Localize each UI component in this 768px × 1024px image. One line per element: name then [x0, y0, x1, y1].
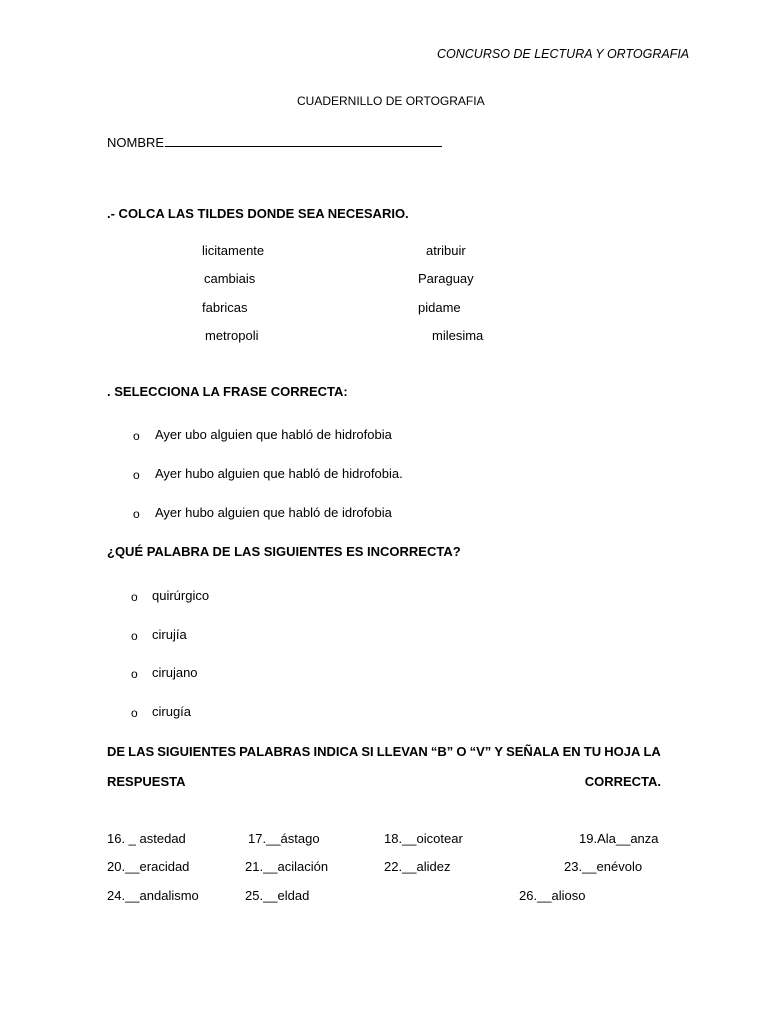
- word-option[interactable]: cirujía: [152, 627, 187, 642]
- instruction-word: CORRECTA.: [584, 774, 661, 789]
- fill-blank-item[interactable]: 16. _ astedad: [107, 831, 186, 846]
- instruction-word: LAS: [128, 744, 155, 759]
- name-field[interactable]: [107, 134, 442, 149]
- option-bullet: o: [133, 507, 140, 521]
- word-item: licitamente: [202, 243, 265, 258]
- word-item: fabricas: [202, 300, 248, 315]
- sentence-option[interactable]: Ayer hubo alguien que habló de hidrofobia.: [155, 466, 403, 481]
- instruction-word: LLEVAN: [376, 744, 428, 759]
- fill-blank-item[interactable]: 21.__acilación: [245, 859, 329, 874]
- instruction-word: TU: [583, 744, 602, 759]
- sentence-option[interactable]: Ayer ubo alguien que habló de hidrofobia: [155, 427, 392, 442]
- fill-blank-item[interactable]: 19.Ala__anza: [579, 831, 659, 846]
- instruction-word: “B”: [430, 744, 454, 759]
- fill-blank-item[interactable]: 25.__eldad: [245, 888, 310, 903]
- instruction-word: RESPUESTA: [107, 774, 186, 789]
- fill-blank-item[interactable]: 20.__eracidad: [107, 859, 190, 874]
- word-option[interactable]: cirujano: [152, 665, 198, 680]
- sentence-option[interactable]: Ayer hubo alguien que habló de idrofobia: [155, 505, 392, 520]
- fill-blank-item[interactable]: 17.__ástago: [248, 831, 320, 846]
- instruction-word: DE: [107, 744, 126, 759]
- word-item: metropoli: [205, 328, 259, 343]
- option-bullet: o: [131, 706, 138, 720]
- section4-instruction-line1: [107, 745, 661, 758]
- section3-heading: ¿QUÉ PALABRA DE LAS SIGUIENTES ES INCORRECTA?: [107, 544, 461, 559]
- word-item: Paraguay: [418, 271, 474, 286]
- word-item: pidame: [418, 300, 461, 315]
- page-title: CUADERNILLO DE ORTOGRAFIA: [297, 94, 485, 108]
- option-bullet: o: [133, 429, 140, 443]
- instruction-word: INDICA: [313, 744, 359, 759]
- name-blank-line[interactable]: [165, 134, 442, 147]
- option-bullet: o: [131, 667, 138, 681]
- instruction-word: SI: [361, 744, 374, 759]
- section1-heading: .- COLCA LAS TILDES DONDE SEA NECESARIO.: [107, 206, 409, 221]
- word-item: atribuir: [426, 243, 466, 258]
- fill-blank-item[interactable]: 26.__alioso: [519, 888, 586, 903]
- word-option[interactable]: quirúrgico: [152, 588, 210, 603]
- fill-blank-item[interactable]: 22.__alidez: [384, 859, 451, 874]
- fill-blank-item[interactable]: 23.__enévolo: [564, 859, 643, 874]
- option-bullet: o: [131, 590, 138, 604]
- word-option[interactable]: cirugía: [152, 704, 192, 719]
- contest-header: CONCURSO DE LECTURA Y ORTOGRAFIA: [437, 47, 690, 61]
- fill-blank-item[interactable]: 24.__andalismo: [107, 888, 199, 903]
- section2-heading: . SELECCIONA LA FRASE CORRECTA:: [107, 384, 348, 399]
- instruction-word: HOJA: [604, 744, 641, 759]
- fill-blank-item[interactable]: 18.__oicotear: [384, 831, 463, 846]
- option-bullet: o: [131, 629, 138, 643]
- instruction-word: Y: [494, 744, 503, 759]
- section4-instruction-line2: [107, 775, 661, 788]
- instruction-word: “V”: [469, 744, 492, 759]
- name-label: NOMBRE: [107, 135, 165, 150]
- instruction-word: LA: [643, 744, 661, 759]
- word-item: cambiais: [204, 271, 256, 286]
- option-bullet: o: [133, 468, 140, 482]
- instruction-word: PALABRAS: [239, 744, 311, 759]
- instruction-word: SEÑALA: [506, 744, 560, 759]
- instruction-word: SIGUIENTES: [157, 744, 236, 759]
- word-item: milesima: [432, 328, 484, 343]
- instruction-word: EN: [562, 744, 581, 759]
- instruction-word: O: [456, 744, 467, 759]
